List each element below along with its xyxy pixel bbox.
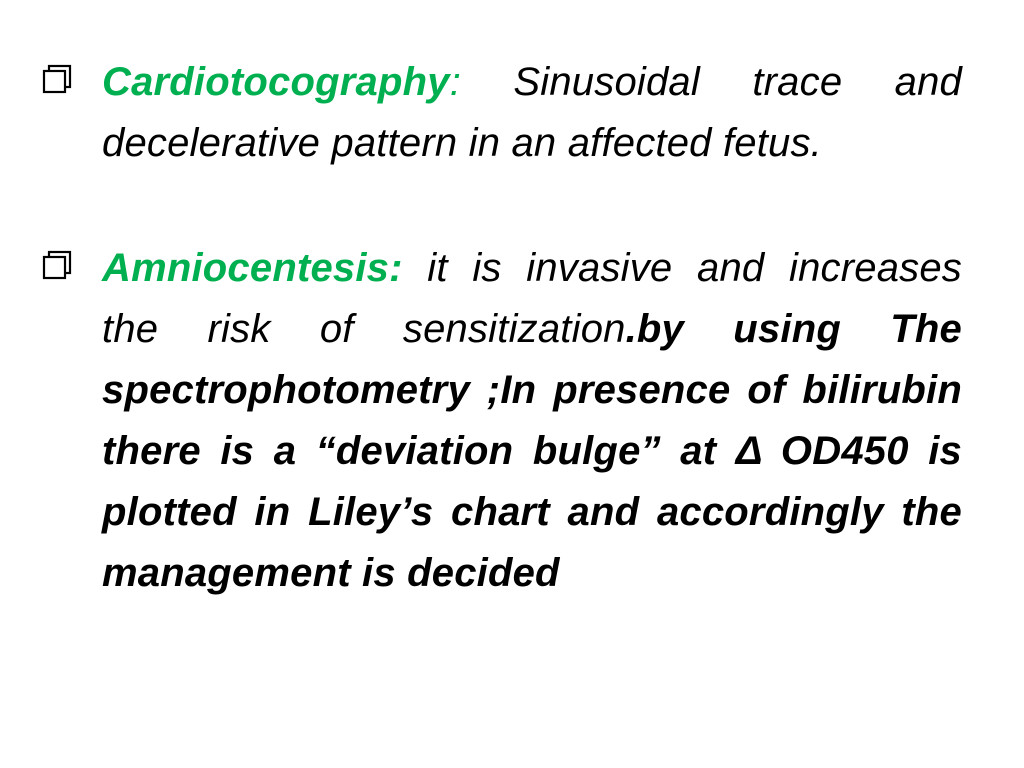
- bullet-text-cardiotocography: [102, 52, 962, 174]
- description-cardiotocography: Sinusoidal trace and decelerative pattern in an affected fetus.: [102, 60, 962, 165]
- term-cardiotocography: Cardiotocography: [102, 60, 450, 104]
- description-amniocentesis-plain: it is invasive and increases the risk of sensitization: [102, 246, 962, 351]
- term-suffix: :: [449, 60, 462, 104]
- bullet-text-amniocentesis: [102, 238, 962, 604]
- description-amniocentesis-bold: .by using The spectrophotometry ;In presence of bilirubin there is a “deviation bulge” at Δ OD450 is plotted in Liley’s chart and accordingly the management is decided: [102, 307, 962, 595]
- checkbox-square-icon: [42, 52, 102, 112]
- bullet-item-cardiotocography: [42, 52, 962, 174]
- bullet-item-amniocentesis: [42, 238, 962, 604]
- term-amniocentesis: Amniocentesis:: [102, 246, 403, 290]
- checkbox-square-icon: [42, 238, 102, 298]
